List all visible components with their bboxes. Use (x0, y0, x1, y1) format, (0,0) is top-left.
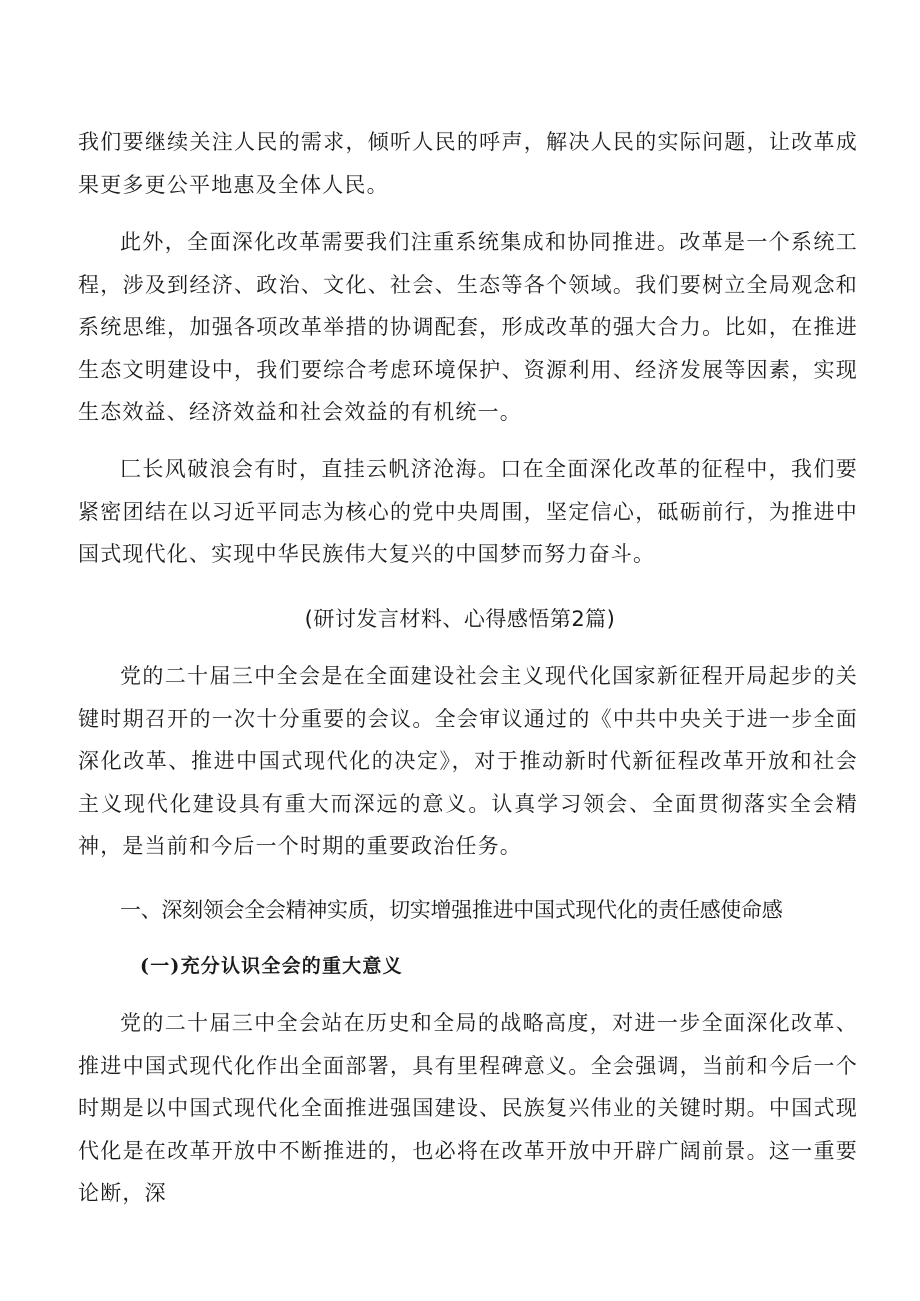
paragraph-plenum-significance: 党的二十届三中全会站在历史和全局的战略高度，对进一步全面深化改革、推进中国式现代化作出全面部署，具有里程碑意义。全会强调，当前和今后一个时期是以中国式现代化全面推进强国建设、民族复兴伟业的关键时期。中国式现代化是在改革开放中不断推进的，也必将在改革开放中开辟广阔前景。这一重要论断，深 (78, 1011, 858, 1205)
paragraph-system-integration: 此外，全面深化改革需要我们注重系统集成和协同推进。改革是一个系统工程，涉及到经济、政治、文化、社会、生态等各个领域。我们要树立全局观念和系统思维，加强各项改革举措的协调配套，形成改革的强大合力。比如，在推进生态文明建设中，我们要综合考虑环境保护、资源利用、经济发展等因素，实现生态效益、经济效益和社会效益的有机统一。 (78, 230, 858, 424)
subsection-1-title: (一)充分认识全会的重大意义 (140, 955, 403, 977)
section-1-title: 一、深刻领会全会精神实质，切实增强推进中国式现代化的责任感使命感 (120, 898, 783, 922)
paragraph-people-needs: 我们要继续关注人民的需求，倾听人民的呼声，解决人民的实际问题，让改革成果更多更公平地惠及全体人民。 (78, 130, 858, 197)
paragraph-plenum-intro: 党的二十届三中全会是在全面建设社会主义现代化国家新征程开局起步的关键时期召开的一次十分重要的会议。全会审议通过的《中共中央关于进一步全面深化改革、推进中国式现代化的决定》，对于推动新时代新征程改革开放和社会主义现代化建设具有重大而深远的意义。认真学习领会、全面贯彻落实全会精神，是当前和今后一个时期的重要政治任务。 (78, 664, 858, 858)
part-title: (研讨发言材料、心得感悟第2篇) (304, 607, 616, 631)
paragraph-closing-poem: 匚长风破浪会有时，直挂云帆济沧海。口在全面深化改革的征程中，我们要紧密团结在以习近平同志为核心的党中央周围，坚定信心，砥砺前行，为推进中国式现代化、实现中华民族伟大复兴的中国梦而努力奋斗。 (78, 457, 858, 566)
